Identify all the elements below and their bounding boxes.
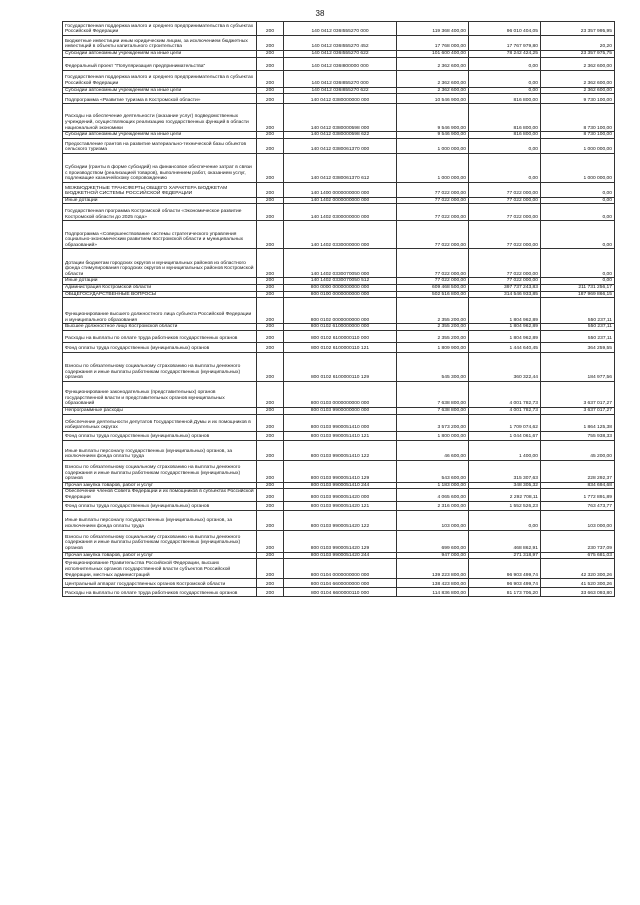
row-classification-code-cell: 800 0103 9900051410 000 [284, 414, 397, 431]
row-unexecuted-amount-cell: 41 520 300,26 [541, 579, 615, 588]
row-executed-amount-cell: 1 804 962,89 [469, 330, 541, 342]
row-admin-code-cell: 200 [257, 278, 284, 285]
row-classification-code-cell: 140 1402 0000000000 000 [284, 197, 397, 204]
table-row [63, 407, 615, 414]
row-name-cell: Субсидии автономным учреждениям на иные цели [63, 51, 257, 58]
row-admin-code-cell: 200 [257, 407, 284, 414]
row-approved-amount-cell: 77 022 000,00 [397, 182, 469, 197]
row-unexecuted-amount-cell: 9 730 100,00 [541, 94, 615, 104]
row-name-cell: Иные дотации [63, 278, 257, 285]
row-admin-code-cell: 200 [257, 501, 284, 510]
row-admin-code-cell: 200 [257, 22, 284, 36]
row-executed-amount-cell: 77 022 000,00 [469, 204, 541, 221]
row-unexecuted-amount-cell: 211 731 256,17 [541, 284, 615, 291]
table-row [63, 22, 615, 36]
row-approved-amount-cell: 46 600,00 [397, 440, 469, 460]
row-name-cell: Функционирование законодательных (представительных) органов государственной власти и представительных органов муниципальных образований [63, 381, 257, 407]
row-classification-code-cell: 800 0102 6100000110 000 [284, 330, 397, 342]
row-executed-amount-cell: 81 173 706,20 [469, 588, 541, 597]
row-executed-amount-cell: 816 800,00 [469, 104, 541, 132]
row-classification-code-cell: 140 1402 0300000000 000 [284, 204, 397, 221]
row-approved-amount-cell: 138 423 800,00 [397, 579, 469, 588]
table-row [63, 87, 615, 94]
row-approved-amount-cell: 101 600 400,00 [397, 51, 469, 58]
table-row [63, 414, 615, 431]
row-unexecuted-amount-cell: 230 737,09 [541, 530, 615, 552]
row-admin-code-cell: 200 [257, 489, 284, 501]
row-name-cell: Расходы на обеспечение деятельности (оказание услуг) подведомственных учреждений, осуществляющих реализацию государственных функций в области национальной экономики [63, 104, 257, 132]
row-unexecuted-amount-cell: 0,00 [541, 182, 615, 197]
table-row [63, 278, 615, 285]
row-name-cell: Субсидии автономным учреждениям на иные цели [63, 87, 257, 94]
row-name-cell: Государственная поддержка малого и среднего предпринимательства в субъектах Российской Федерации [63, 70, 257, 87]
row-classification-code-cell: 800 0102 6100000110 121 [284, 342, 397, 352]
row-classification-code-cell: 800 0103 9900051410 244 [284, 482, 397, 489]
table-row [63, 588, 615, 597]
table-row [63, 291, 615, 298]
row-name-cell: Администрация Костромской области [63, 284, 257, 291]
row-approved-amount-cell: 17 768 000,00 [397, 36, 469, 51]
row-admin-code-cell: 200 [257, 132, 284, 139]
row-unexecuted-amount-cell: 550 237,11 [541, 324, 615, 331]
row-unexecuted-amount-cell: 23 357 995,95 [541, 22, 615, 36]
row-classification-code-cell: 140 0412 0380061370 000 [284, 138, 397, 153]
row-classification-code-cell: 800 0104 6600000110 000 [284, 588, 397, 597]
row-unexecuted-amount-cell: 45 200,00 [541, 440, 615, 460]
table-row [63, 559, 615, 579]
table-row [63, 482, 615, 489]
row-approved-amount-cell: 609 468 500,00 [397, 284, 469, 291]
row-classification-code-cell: 800 0103 0000000000 000 [284, 381, 397, 407]
row-name-cell: Центральный аппарат государственных органов Костромской области [63, 579, 257, 588]
row-executed-amount-cell: 397 737 243,83 [469, 284, 541, 291]
row-unexecuted-amount-cell: 42 320 300,26 [541, 559, 615, 579]
row-unexecuted-amount-cell: 0,00 [541, 278, 615, 285]
row-executed-amount-cell: 1 400,00 [469, 440, 541, 460]
row-name-cell: Подпрограмма «Совершенствование системы стратегического управления социально-экономическим развитием Костромской области и муниципальных образований» [63, 221, 257, 249]
table-row [63, 204, 615, 221]
table-row [63, 197, 615, 204]
row-classification-code-cell: 140 0412 036I555270 000 [284, 22, 397, 36]
row-admin-code-cell: 200 [257, 51, 284, 58]
row-admin-code-cell: 200 [257, 221, 284, 249]
row-approved-amount-cell: 7 638 800,00 [397, 381, 469, 407]
row-approved-amount-cell: 543 600,00 [397, 460, 469, 482]
table-row [63, 249, 615, 278]
row-classification-code-cell: 800 0103 9900051420 129 [284, 530, 397, 552]
row-classification-code-cell: 800 0103 9900051420 122 [284, 510, 397, 530]
row-name-cell: Обеспечение членов Совета Федерации и их помощников в субъектах Российской Федерации [63, 489, 257, 501]
row-name-cell: Высшее должностное лицо Костромской области [63, 324, 257, 331]
row-admin-code-cell: 200 [257, 291, 284, 298]
row-admin-code-cell: 200 [257, 104, 284, 132]
table-row [63, 381, 615, 407]
row-name-cell: МЕЖБЮДЖЕТНЫЕ ТРАНСФЕРТЫ ОБЩЕГО ХАРАКТЕРА БЮДЖЕТАМ БЮДЖЕТНОЙ СИСТЕМЫ РОССИЙСКОЙ ФЕДЕРАЦИИ [63, 182, 257, 197]
table-row [63, 431, 615, 440]
row-executed-amount-cell: 4 001 782,73 [469, 381, 541, 407]
row-name-cell: Взносы по обязательному социальному страхованию на выплаты денежного содержания и иные выплаты работникам государственных (муниципальных) органов [63, 530, 257, 552]
table-row [63, 330, 615, 342]
row-name-cell: Непрограммные расходы [63, 407, 257, 414]
row-name-cell: Фонд оплаты труда государственных (муниципальных) органов [63, 501, 257, 510]
table-row [63, 132, 615, 139]
row-classification-code-cell: 800 0103 9900000000 000 [284, 407, 397, 414]
row-admin-code-cell: 200 [257, 204, 284, 221]
row-name-cell: Субсидии (гранты в форме субсидий) на финансовое обеспечение затрат в связи с производством (реализацией товаров), выполнением работ, оказанием услуг, подлежащие казначейскому сопровождению [63, 153, 257, 182]
row-approved-amount-cell: 77 022 000,00 [397, 249, 469, 278]
table-row [63, 440, 615, 460]
row-unexecuted-amount-cell: 228 292,37 [541, 460, 615, 482]
row-executed-amount-cell: 77 022 000,00 [469, 197, 541, 204]
row-name-cell: Функционирование высшего должностного лица субъекта Российской Федерации и муниципального образования [63, 298, 257, 324]
table-row [63, 138, 615, 153]
row-classification-code-cell: 140 0412 0380000000 000 [284, 94, 397, 104]
table-row [63, 153, 615, 182]
row-classification-code-cell: 800 0102 0000000000 000 [284, 298, 397, 324]
row-unexecuted-amount-cell: 2 362 600,00 [541, 87, 615, 94]
row-name-cell: Федеральный проект "Популяризация предпринимательства" [63, 57, 257, 70]
table-row [63, 221, 615, 249]
table-row [63, 579, 615, 588]
row-admin-code-cell: 200 [257, 36, 284, 51]
row-executed-amount-cell: 0,00 [469, 138, 541, 153]
row-executed-amount-cell: 77 022 000,00 [469, 249, 541, 278]
row-approved-amount-cell: 77 022 000,00 [397, 197, 469, 204]
row-admin-code-cell: 200 [257, 530, 284, 552]
row-name-cell: Расходы на выплаты по оплате труда работников государственных органов [63, 588, 257, 597]
row-admin-code-cell: 200 [257, 381, 284, 407]
row-classification-code-cell: 800 0104 6600000000 000 [284, 579, 397, 588]
row-name-cell: Прочая закупка товаров, работ и услуг [63, 552, 257, 559]
row-unexecuted-amount-cell: 1 864 125,38 [541, 414, 615, 431]
row-admin-code-cell: 200 [257, 197, 284, 204]
row-approved-amount-cell: 2 355 200,00 [397, 330, 469, 342]
row-classification-code-cell: 800 0102 6100000110 129 [284, 352, 397, 381]
row-approved-amount-cell: 9 546 900,00 [397, 132, 469, 139]
table-row [63, 510, 615, 530]
row-unexecuted-amount-cell: 675 681,03 [541, 552, 615, 559]
row-classification-code-cell: 140 0412 0380061370 612 [284, 153, 397, 182]
table-row [63, 552, 615, 559]
row-approved-amount-cell: 2 362 600,00 [397, 87, 469, 94]
row-executed-amount-cell: 77 022 000,00 [469, 182, 541, 197]
row-admin-code-cell: 200 [257, 324, 284, 331]
row-admin-code-cell: 200 [257, 284, 284, 291]
row-name-cell: Взносы по обязательному социальному страхованию на выплаты денежного содержания и иные выплаты работникам государственных (муниципальных) органов [63, 352, 257, 381]
row-unexecuted-amount-cell: 0,00 [541, 221, 615, 249]
row-admin-code-cell: 200 [257, 138, 284, 153]
row-unexecuted-amount-cell: 364 259,55 [541, 342, 615, 352]
row-unexecuted-amount-cell: 0,00 [541, 204, 615, 221]
row-admin-code-cell: 200 [257, 153, 284, 182]
row-approved-amount-cell: 2 355 200,00 [397, 324, 469, 331]
row-name-cell: Государственная поддержка малого и среднего предпринимательства в субъектах Российской Федерации [63, 22, 257, 36]
row-admin-code-cell: 200 [257, 342, 284, 352]
row-unexecuted-amount-cell: 33 663 093,80 [541, 588, 615, 597]
row-executed-amount-cell: 348 305,32 [469, 482, 541, 489]
row-approved-amount-cell: 77 022 000,00 [397, 278, 469, 285]
row-name-cell: Иные дотации [63, 197, 257, 204]
row-classification-code-cell: 140 1402 0330070050 000 [284, 249, 397, 278]
row-unexecuted-amount-cell: 3 637 017,27 [541, 407, 615, 414]
row-name-cell: Иные выплаты персоналу государственных (муниципальных) органов, за исключением фонда оплаты труда [63, 440, 257, 460]
row-executed-amount-cell: 271 318,97 [469, 552, 541, 559]
row-admin-code-cell: 200 [257, 182, 284, 197]
row-admin-code-cell: 200 [257, 330, 284, 342]
row-executed-amount-cell: 1 444 640,45 [469, 342, 541, 352]
row-classification-code-cell: 140 1400 0000000000 000 [284, 182, 397, 197]
row-unexecuted-amount-cell: 1 000 000,00 [541, 138, 615, 153]
row-approved-amount-cell: 9 546 900,00 [397, 104, 469, 132]
row-approved-amount-cell: 114 836 800,00 [397, 588, 469, 597]
row-executed-amount-cell: 77 022 000,00 [469, 278, 541, 285]
page-number: 38 [315, 9, 325, 18]
row-unexecuted-amount-cell: 3 637 017,27 [541, 381, 615, 407]
row-admin-code-cell: 200 [257, 70, 284, 87]
row-admin-code-cell: 200 [257, 510, 284, 530]
table-row [63, 36, 615, 51]
row-unexecuted-amount-cell: 187 969 866,15 [541, 291, 615, 298]
row-name-cell: Взносы по обязательному социальному страхованию на выплаты денежного содержания и иные выплаты работникам государственных (муниципальных) органов [63, 460, 257, 482]
row-name-cell: Функционирование Правительства Российской Федерации, высших исполнительных органов государственной власти субъектов Российской Федерации, местных администраций [63, 559, 257, 579]
row-admin-code-cell: 200 [257, 552, 284, 559]
table-row [63, 352, 615, 381]
row-classification-code-cell: 140 0412 036I555270 452 [284, 36, 397, 51]
row-name-cell: Подпрограмма «Развитие туризма в Костромской области» [63, 94, 257, 104]
row-approved-amount-cell: 1 000 000,00 [397, 138, 469, 153]
table-row [63, 104, 615, 132]
row-name-cell: Субсидии автономным учреждениям на иные цели [63, 132, 257, 139]
row-classification-code-cell: 140 1402 0330000000 000 [284, 221, 397, 249]
row-executed-amount-cell: 1 804 962,89 [469, 324, 541, 331]
row-name-cell: Дотации бюджетам городских округов и муниципальных районов из областного фонда стимулирования городских округов и муниципальных районов Костромской области [63, 249, 257, 278]
table-row [63, 51, 615, 58]
row-approved-amount-cell: 947 000,00 [397, 552, 469, 559]
row-classification-code-cell: 140 0412 036I800000 000 [284, 57, 397, 70]
row-executed-amount-cell: 0,00 [469, 70, 541, 87]
row-executed-amount-cell: 0,00 [469, 153, 541, 182]
table-row [63, 530, 615, 552]
row-admin-code-cell: 200 [257, 482, 284, 489]
row-classification-code-cell: 140 0412 036I855270 622 [284, 87, 397, 94]
row-approved-amount-cell: 103 000,00 [397, 510, 469, 530]
row-classification-code-cell: 140 1402 0330070050 512 [284, 278, 397, 285]
row-admin-code-cell: 200 [257, 431, 284, 440]
row-executed-amount-cell: 1 044 061,67 [469, 431, 541, 440]
row-classification-code-cell: 140 0412 0380000598 000 [284, 104, 397, 132]
row-classification-code-cell: 800 0100 0000000000 000 [284, 291, 397, 298]
row-executed-amount-cell: 1 552 526,23 [469, 501, 541, 510]
row-admin-code-cell: 200 [257, 352, 284, 381]
row-approved-amount-cell: 3 573 200,00 [397, 414, 469, 431]
row-executed-amount-cell: 96 903 499,74 [469, 579, 541, 588]
row-approved-amount-cell: 545 300,00 [397, 352, 469, 381]
row-approved-amount-cell: 1 183 000,00 [397, 482, 469, 489]
table-row [63, 284, 615, 291]
row-approved-amount-cell: 7 638 800,00 [397, 407, 469, 414]
row-name-cell: Фонд оплаты труда государственных (муниципальных) органов [63, 431, 257, 440]
row-admin-code-cell: 200 [257, 94, 284, 104]
row-name-cell: Бюджетные инвестиции иным юридическим лицам, за исключением бюджетных инвестиций в объекты капитального строительства [63, 36, 257, 51]
row-executed-amount-cell: 360 322,44 [469, 352, 541, 381]
row-executed-amount-cell: 816 800,00 [469, 94, 541, 104]
row-admin-code-cell: 200 [257, 298, 284, 324]
row-classification-code-cell: 800 0000 0000000000 000 [284, 284, 397, 291]
row-classification-code-cell: 140 0412 036I855270 000 [284, 70, 397, 87]
row-approved-amount-cell: 139 223 800,00 [397, 559, 469, 579]
row-classification-code-cell: 800 0103 9900051420 121 [284, 501, 397, 510]
row-executed-amount-cell: 77 022 000,00 [469, 221, 541, 249]
row-unexecuted-amount-cell: 755 938,33 [541, 431, 615, 440]
table-row [63, 70, 615, 87]
table-row [63, 489, 615, 501]
table-row [63, 298, 615, 324]
row-approved-amount-cell: 1 800 000,00 [397, 431, 469, 440]
row-name-cell: Расходы на выплаты по оплате труда работников государственных органов [63, 330, 257, 342]
table-row [63, 501, 615, 510]
row-approved-amount-cell: 1 000 000,00 [397, 153, 469, 182]
row-admin-code-cell: 200 [257, 87, 284, 94]
row-unexecuted-amount-cell: 20,20 [541, 36, 615, 51]
row-classification-code-cell: 800 0103 9900051410 129 [284, 460, 397, 482]
row-admin-code-cell: 200 [257, 414, 284, 431]
row-name-cell: Иные выплаты персоналу государственных (муниципальных) органов, за исключением фонда оплаты труда [63, 510, 257, 530]
row-unexecuted-amount-cell: 1 000 000,00 [541, 153, 615, 182]
row-approved-amount-cell: 2 362 600,00 [397, 57, 469, 70]
row-admin-code-cell: 200 [257, 249, 284, 278]
row-executed-amount-cell: 2 292 708,11 [469, 489, 541, 501]
row-executed-amount-cell: 1 709 074,62 [469, 414, 541, 431]
row-unexecuted-amount-cell: 550 237,11 [541, 298, 615, 324]
row-classification-code-cell: 140 0412 036I555270 622 [284, 51, 397, 58]
row-executed-amount-cell: 96 010 404,05 [469, 22, 541, 36]
row-classification-code-cell: 800 0104 0000000000 000 [284, 559, 397, 579]
row-name-cell: ОБЩЕГОСУДАРСТВЕННЫЕ ВОПРОСЫ [63, 291, 257, 298]
row-admin-code-cell: 200 [257, 559, 284, 579]
row-approved-amount-cell: 502 516 800,00 [397, 291, 469, 298]
row-approved-amount-cell: 2 316 000,00 [397, 501, 469, 510]
row-admin-code-cell: 200 [257, 440, 284, 460]
row-name-cell: Государственная программа Костромской области «Экономическое развитие Костромской области до 2025 года» [63, 204, 257, 221]
row-approved-amount-cell: 699 600,00 [397, 530, 469, 552]
row-unexecuted-amount-cell: 103 000,00 [541, 510, 615, 530]
row-classification-code-cell: 800 0103 9900051410 121 [284, 431, 397, 440]
row-admin-code-cell: 200 [257, 57, 284, 70]
row-executed-amount-cell: 468 862,91 [469, 530, 541, 552]
row-unexecuted-amount-cell: 763 473,77 [541, 501, 615, 510]
row-unexecuted-amount-cell: 1 772 891,89 [541, 489, 615, 501]
row-approved-amount-cell: 2 362 600,00 [397, 70, 469, 87]
row-unexecuted-amount-cell: 834 694,68 [541, 482, 615, 489]
row-approved-amount-cell: 2 355 200,00 [397, 298, 469, 324]
row-executed-amount-cell: 315 307,63 [469, 460, 541, 482]
row-unexecuted-amount-cell: 8 730 100,00 [541, 132, 615, 139]
table-row [63, 460, 615, 482]
row-classification-code-cell: 800 0103 9900051420 000 [284, 489, 397, 501]
row-classification-code-cell: 140 0412 0380000598 622 [284, 132, 397, 139]
row-unexecuted-amount-cell: 550 237,11 [541, 330, 615, 342]
row-approved-amount-cell: 1 809 900,00 [397, 342, 469, 352]
row-executed-amount-cell: 0,00 [469, 510, 541, 530]
row-executed-amount-cell: 816 800,00 [469, 132, 541, 139]
row-unexecuted-amount-cell: 23 357 975,75 [541, 51, 615, 58]
budget-execution-table [62, 21, 615, 597]
table-row [63, 324, 615, 331]
row-approved-amount-cell: 10 546 900,00 [397, 94, 469, 104]
row-unexecuted-amount-cell: 0,00 [541, 249, 615, 278]
row-classification-code-cell: 800 0102 6100000000 000 [284, 324, 397, 331]
table-row [63, 94, 615, 104]
row-executed-amount-cell: 4 001 782,73 [469, 407, 541, 414]
row-approved-amount-cell: 119 368 400,00 [397, 22, 469, 36]
row-approved-amount-cell: 4 065 600,00 [397, 489, 469, 501]
row-name-cell: Предоставление грантов на развитие материально-технической базы объектов сельского туризма [63, 138, 257, 153]
row-unexecuted-amount-cell: 184 977,56 [541, 352, 615, 381]
row-unexecuted-amount-cell: 2 362 600,00 [541, 70, 615, 87]
row-executed-amount-cell: 0,00 [469, 87, 541, 94]
row-approved-amount-cell: 77 022 000,00 [397, 204, 469, 221]
row-admin-code-cell: 200 [257, 579, 284, 588]
row-approved-amount-cell: 77 022 000,00 [397, 221, 469, 249]
row-name-cell: Прочая закупка товаров, работ и услуг [63, 482, 257, 489]
row-executed-amount-cell: 314 546 933,85 [469, 291, 541, 298]
table-row [63, 57, 615, 70]
row-classification-code-cell: 800 0103 9900051420 244 [284, 552, 397, 559]
row-executed-amount-cell: 78 242 424,25 [469, 51, 541, 58]
table-row [63, 182, 615, 197]
row-admin-code-cell: 200 [257, 588, 284, 597]
row-executed-amount-cell: 0,00 [469, 57, 541, 70]
row-name-cell: Обеспечение деятельности депутатов Государственной Думы и их помощников в избирательных округах [63, 414, 257, 431]
row-name-cell: Фонд оплаты труда государственных (муниципальных) органов [63, 342, 257, 352]
row-classification-code-cell: 800 0103 9900051410 122 [284, 440, 397, 460]
row-unexecuted-amount-cell: 8 730 100,00 [541, 104, 615, 132]
table-row [63, 342, 615, 352]
row-admin-code-cell: 200 [257, 460, 284, 482]
row-executed-amount-cell: 17 767 979,80 [469, 36, 541, 51]
row-unexecuted-amount-cell: 0,00 [541, 197, 615, 204]
row-executed-amount-cell: 1 804 962,89 [469, 298, 541, 324]
row-executed-amount-cell: 96 903 499,74 [469, 559, 541, 579]
row-unexecuted-amount-cell: 2 362 600,00 [541, 57, 615, 70]
